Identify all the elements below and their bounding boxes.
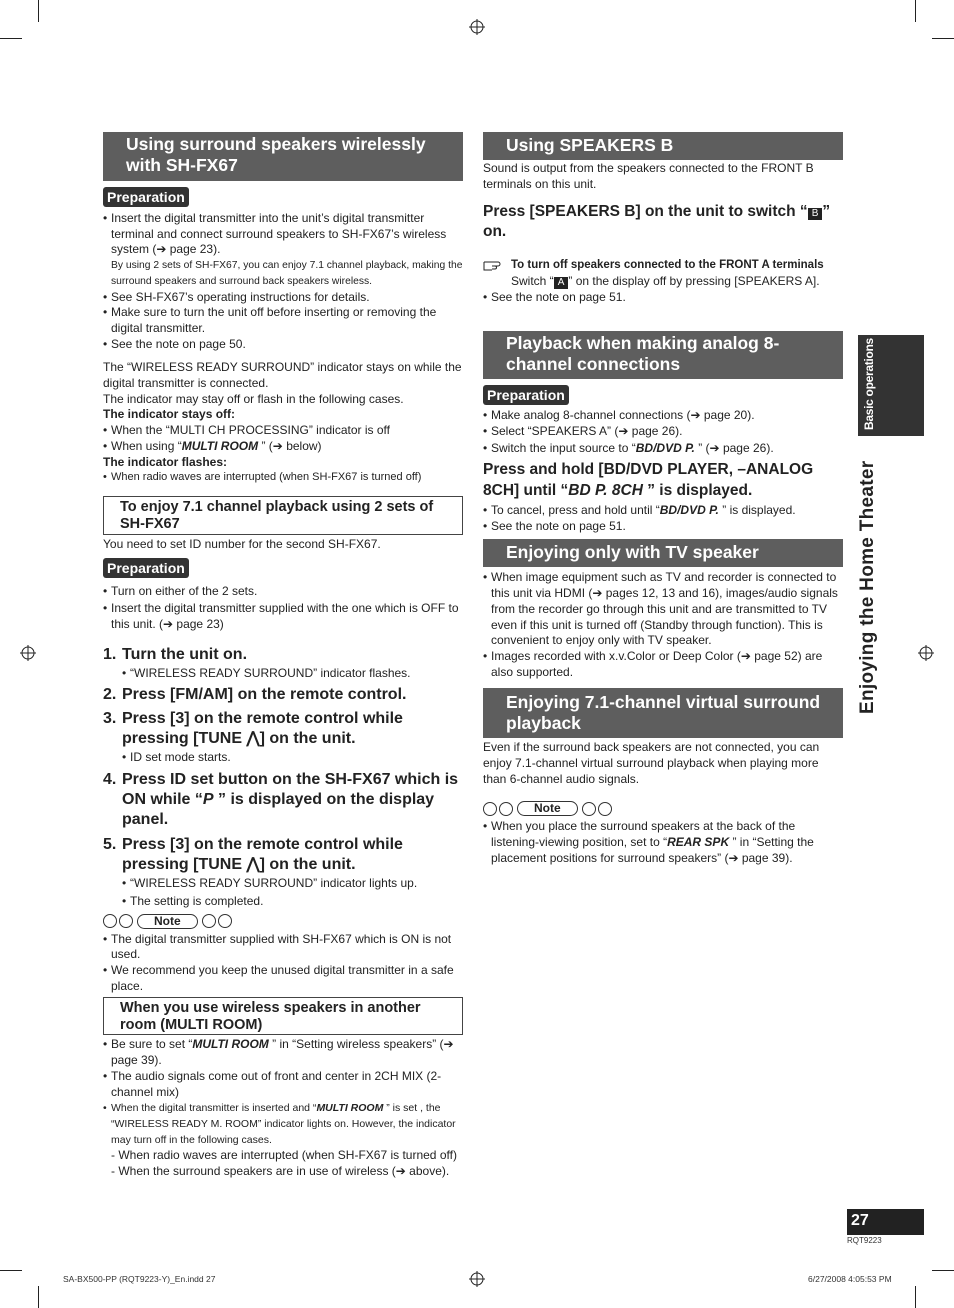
flashes-heading: The indicator flashes: [103,454,228,469]
right-column [483,132,843,867]
preparation-label: Preparation [103,558,189,578]
note-header [103,914,463,929]
preparation-label: Preparation [483,385,569,405]
decor-circle-icon [218,914,232,928]
list-item: • See the note on page 51. [483,290,843,306]
section-header-tv-speaker: Enjoying only with TV speaker [483,539,843,567]
step-1: 1. Turn the unit on. [103,645,248,663]
box-title-multi-room: When you use wireless speakers in another room (MULTI ROOM) [103,997,463,1035]
prep-small-note: By using 2 sets of SH-FX67, you can enjoy 7.1 channel playback, making the surround speakers and surround back speakers wireless. [111,260,463,287]
list-item: • When you place the surround speakers at the back of the listening-viewing position, set to “REAR SPK ” in “Setting the placement positions for surround speakers” (➔ page 39). [483,819,843,866]
note-label: Note [137,914,198,929]
crop-mark [932,1270,954,1271]
multi-room-dash-1: - When radio waves are interrupted (when SH-FX67 is turned off) [111,1148,457,1163]
crop-mark [38,0,39,22]
display-segment-a: A [554,277,569,289]
list-item: • Make analog 8-channel connections (➔ page 20). [483,407,843,424]
tip-block [483,258,843,289]
display-segment-b: B [808,208,823,220]
registration-mark-icon [469,19,485,35]
crop-mark [915,1286,916,1308]
section-header-virtual-surround: Enjoying 7.1-channel virtual surround playback [483,688,843,738]
chapter-tab-label: Basic operations [862,338,876,430]
list-item: • We recommend you keep the unused digital transmitter in a safe place. [103,963,463,994]
list-item: • Select “SPEAKERS A” (➔ page 26). [483,423,843,440]
note-list [103,932,463,995]
list-item: • See SH-FX67’s operating instructions for details. [103,290,463,306]
decor-circle-icon [483,802,497,816]
page-number-box [847,1209,924,1235]
list-item: • The setting is completed. [122,894,463,910]
left-column [103,132,463,1180]
list-item: • Make sure to turn the unit off before inserting or removing the digital transmitter. [103,305,463,336]
crop-mark [0,1270,22,1271]
chapter-tab [858,335,924,436]
step-3: 3. Press [3] on the remote control while pressing [TUNE ⋀] on the unit. [103,710,403,748]
list-item: • Insert the digital transmitter supplied with the one which is OFF to this unit. (➔ page 23) [103,601,463,632]
step-2: 2. Press [FM/AM] on the remote control. [103,686,407,704]
preparation-list-2 [103,584,463,633]
list-item: • Switch the input source to “BD/DVD P. ” (➔ page 26). [483,440,843,457]
analog-list [483,503,843,534]
analog-prep-list [483,407,843,457]
list-item: • The digital transmitter supplied with SH-FX67 which is ON is not used. [103,932,463,963]
section-header-wireless: Using surround speakers wirelessly with SH-FX67 [103,132,463,181]
decor-circle-icon [202,914,216,928]
page-number: 27 [851,1212,869,1229]
timestamp: 6/27/2008 4:05:53 PM [808,1274,892,1284]
crop-mark [0,38,22,39]
speakers-b-list [483,290,843,306]
list-item: • When image equipment such as TV and recorder is connected to this unit via HDMI (➔ pages 12, 13 and 16), images/audio signals from the recorder go through this unit and are transmitted to TV even if this unit is turned off (Standby through function). This is convenient to enjoy only with TV speaker. [483,570,843,649]
decor-circle-icon [582,802,596,816]
tv-speaker-list [483,570,843,680]
list-item: • “WIRELESS READY SURROUND” indicator lights up. [122,876,463,892]
decor-circle-icon [499,802,513,816]
virtual-surround-intro: Even if the surround back speakers are not connected, you can enjoy 7.1-channel virtual surround playback when playing more than 6-channel audio signals. [483,740,820,786]
list-item: • Be sure to set “MULTI ROOM ” in “Setting wireless speakers” (➔ page 39). [103,1037,463,1068]
crop-mark [38,1286,39,1308]
analog-step: Press and hold [BD/DVD PLAYER, –ANALOG 8CH] until “BD P. 8CH ” is displayed. [483,461,814,499]
list-item: • See the note on page 51. [483,519,843,535]
list-item: • ID set mode starts. [122,750,463,766]
list-item: • When the digital transmitter is inserted and “MULTI ROOM ” is set , the “WIRELESS READY M. ROOM” indicator lights on. However, the indicator may turn off in the following cases. [103,1100,463,1148]
section-header-speakers-b: Using SPEAKERS B [483,132,843,160]
list-item: • When radio waves are interrupted (when SH-FX67 is turned off) [103,470,463,486]
registration-mark-icon [918,645,934,661]
crop-mark [915,0,916,22]
list-item: • Images recorded with x.v.Color or Deep Color (➔ page 52) are also supported. [483,649,843,680]
decor-circle-icon [103,914,117,928]
multi-room-dash-2: - When the surround speakers are in use of wireless (➔ above). [111,1163,450,1178]
list-item: • To cancel, press and hold until “BD/DVD P. ” is displayed. [483,503,843,519]
list-item: • See the note on page 50. [103,337,463,353]
list-item: • Insert the digital transmitter into the unit’s digital transmitter terminal and connect surround speakers to SH-FX67’s wireless system (➔ page 23). By using 2 sets of SH-FX67, you can enjoy 7.1 channel playback, making the surround speakers and surround back speakers wireless. [103,211,463,290]
registration-mark-icon [20,645,36,661]
step-4: 4. Press ID set button on the SH-FX67 which is ON while “P ” is displayed on the display panel. [103,771,459,829]
decor-circle-icon [119,914,133,928]
crop-mark [932,38,954,39]
speakers-b-intro: Sound is output from the speakers connected to the FRONT B terminals on this unit. [483,161,814,191]
list-item: • “WIRELESS READY SURROUND” indicator flashes. [122,666,463,682]
tip-body: Switch “ A ” on the display off by pressing [SPEAKERS A]. [511,274,820,289]
multi-room-list [103,1037,463,1148]
steps [103,645,463,910]
preparation-list [103,211,463,352]
list-item: • When the “MULTI CH PROCESSING” indicator is off [103,423,463,439]
indicator-paragraph: The “WIRELESS READY SURROUND” indicator stays on while the digital transmitter is connected. The indicator may stay off or flash in the following cases. The indicator stays off: • When the “MULTI CH PROCESSING” indicator is off • When using “MULTI ROOM ” (➔ below) The indicator flashes: • When radio waves are interrupted (when SH-FX67 is turned off) [103,360,463,486]
file-info: SA-BX500-PP (RQT9223-Y)_En.indd 27 [63,1274,216,1284]
pointing-hand-icon [483,258,507,272]
list-item: • Turn on either of the 2 sets. [103,584,463,600]
box-title-7-1-channel: To enjoy 7.1 channel playback using 2 sets of SH-FX67 [103,496,463,535]
speakers-b-step: Press [SPEAKERS B] on the unit to switch “ B ” on. [483,203,831,241]
decor-circle-icon [598,802,612,816]
note-label: Note [517,801,578,816]
chapter-title: Enjoying the Home Theater [857,460,878,714]
tip-title: To turn off speakers connected to the FRONT A terminals [511,259,824,272]
virtual-note-list [483,819,843,866]
list-item: • When using “MULTI ROOM ” (➔ below) [103,439,463,455]
section-header-analog-8ch: Playback when making analog 8-channel connections [483,331,843,379]
registration-mark-icon [469,1271,485,1287]
step-5: 5. Press [3] on the remote control while pressing [TUNE ⋀] on the unit. [103,836,403,874]
preparation-label: Preparation [103,187,189,207]
stays-off-heading: The indicator stays off: [103,407,236,422]
box1-intro: You need to set ID number for the second SH-FX67. [103,536,381,551]
doc-code: RQT9223 [847,1236,882,1245]
note-header [483,801,843,816]
list-item: • The audio signals come out of front and center in 2CH MIX (2-channel mix) [103,1069,463,1100]
